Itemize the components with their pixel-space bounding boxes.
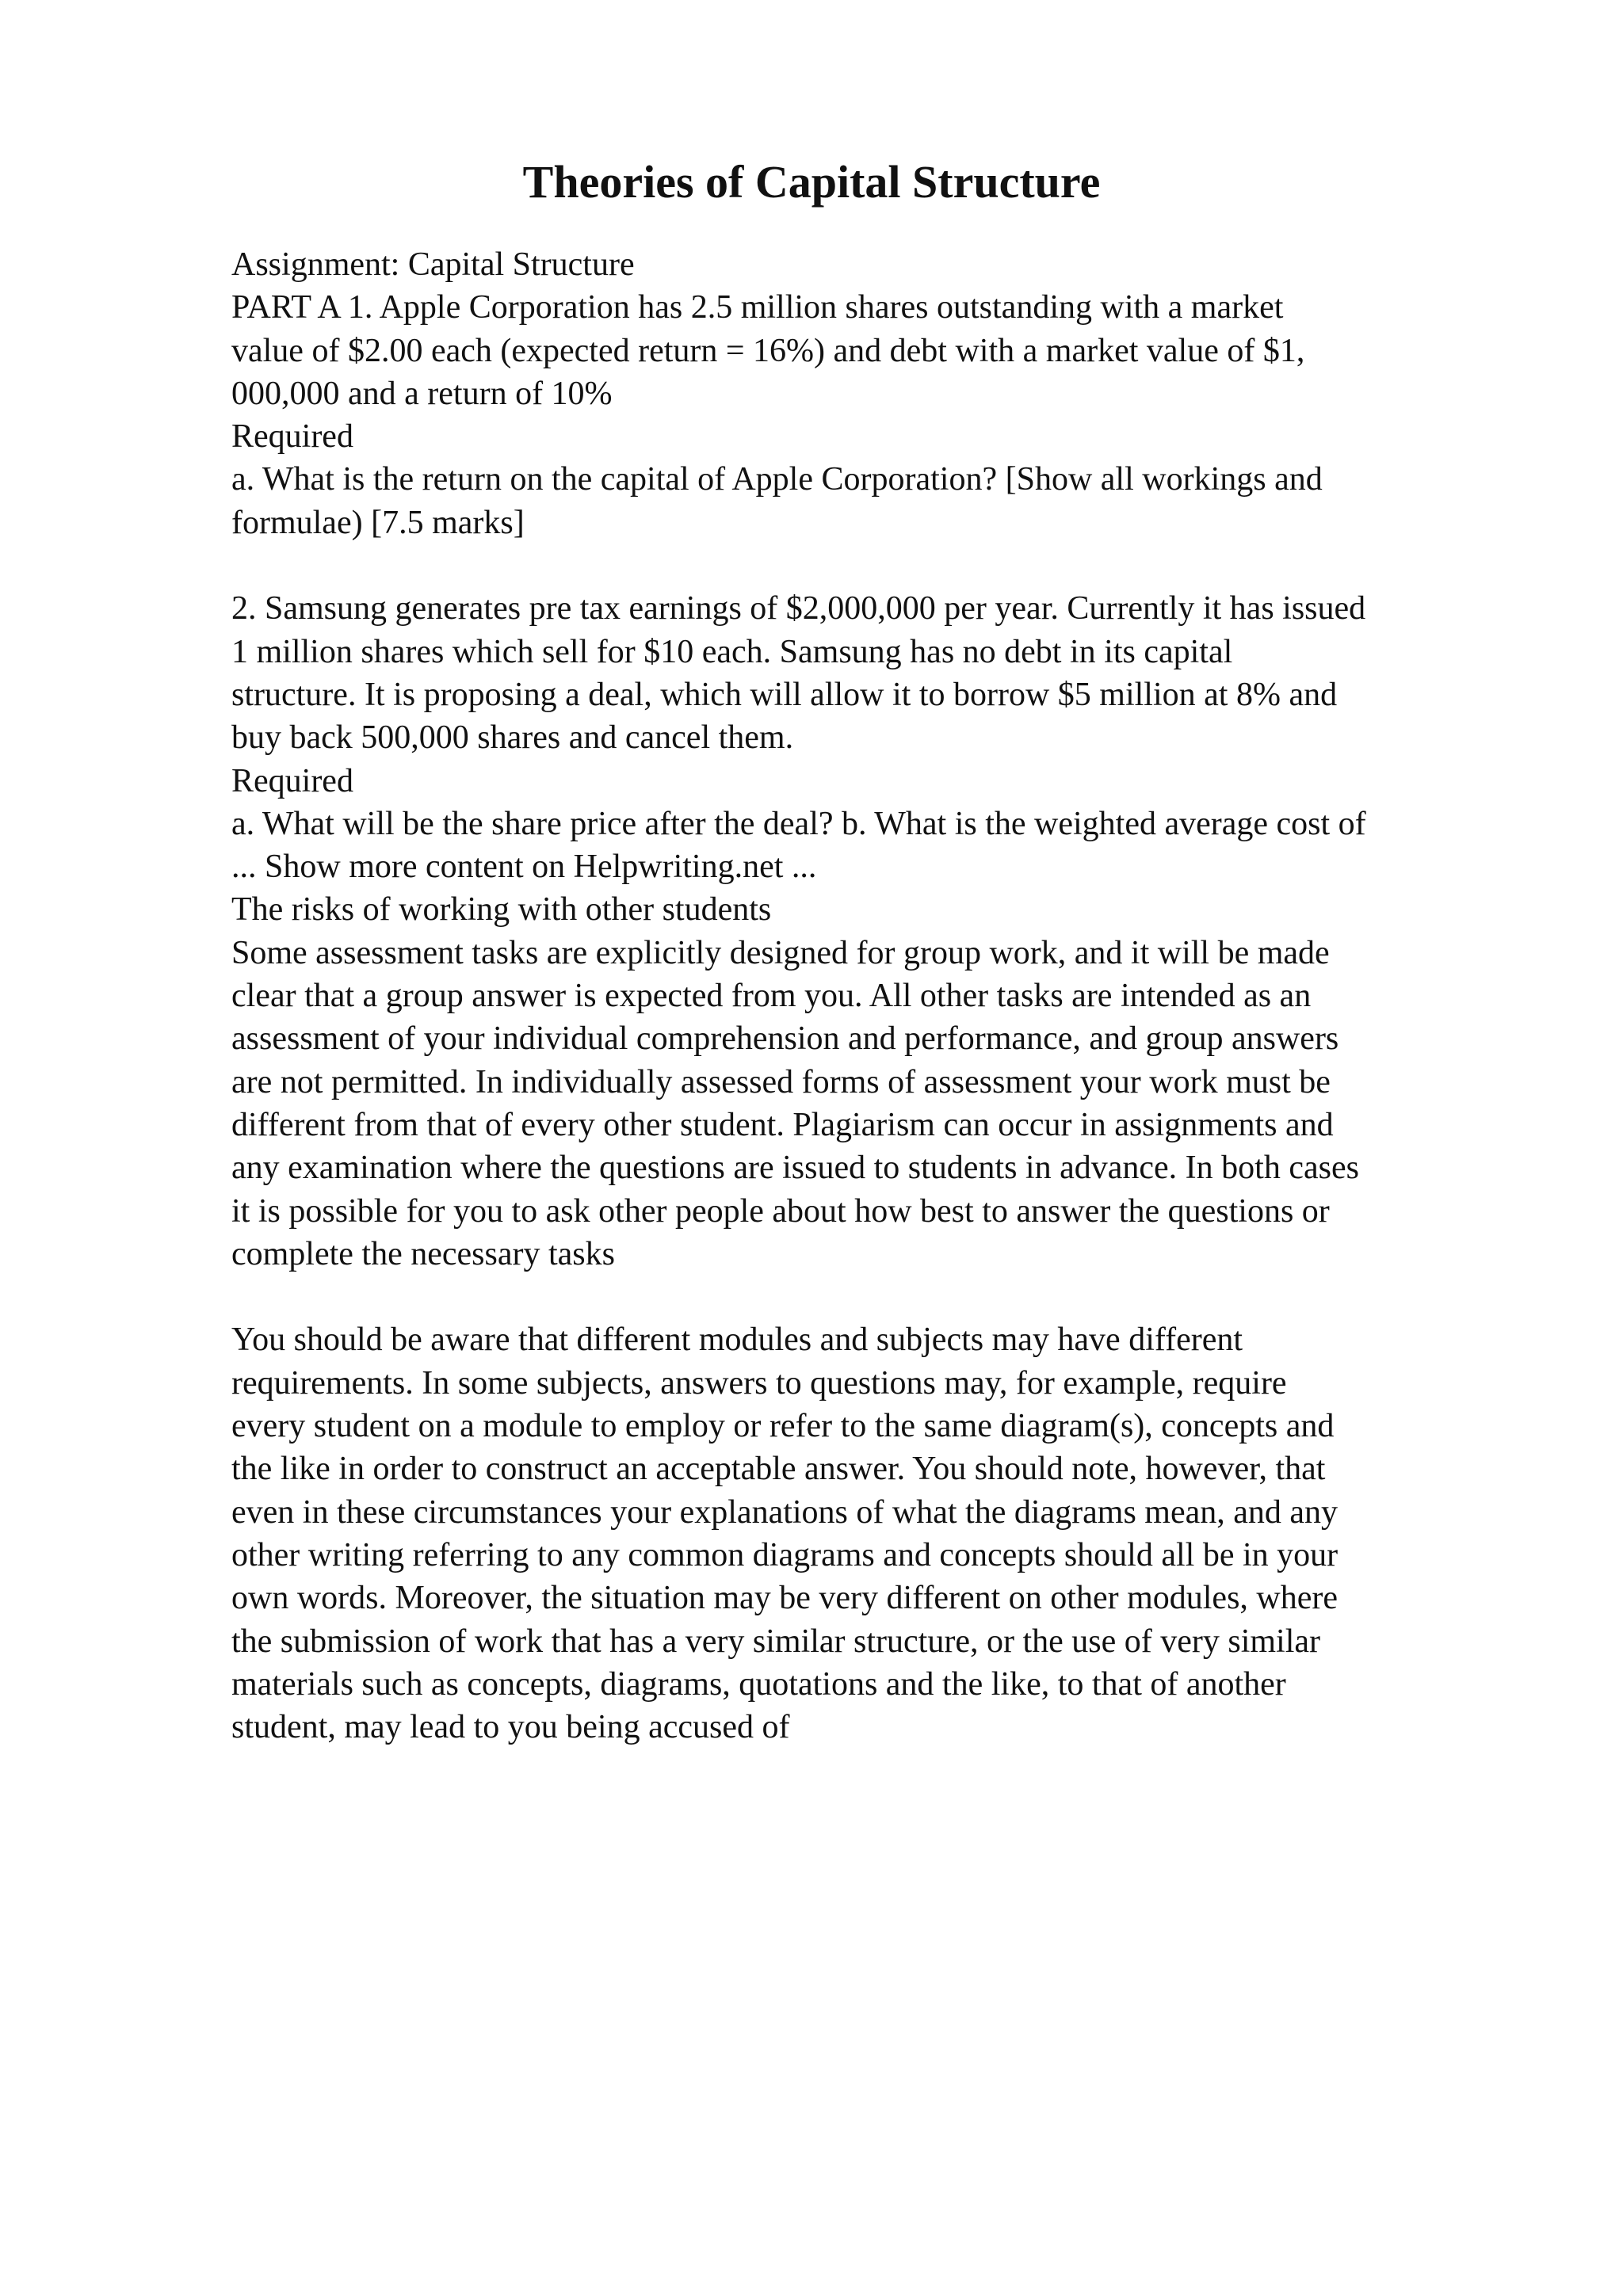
text-line: any examination where the questions are issued to students in advance. In both cases bbox=[231, 1150, 1359, 1187]
text-line: ... Show more content on Helpwriting.net ... bbox=[231, 849, 817, 886]
text-line: the submission of work that has a very similar structure, or the use of very similar bbox=[231, 1623, 1321, 1660]
text-line: other writing referring to any common diagrams and concepts should all be in your bbox=[231, 1536, 1338, 1573]
text-line: value of $2.00 each (expected return = 16%) and debt with a market value of $1, bbox=[231, 332, 1305, 369]
text-line: Required bbox=[231, 418, 353, 456]
text-line: buy back 500,000 shares and cancel them. bbox=[231, 719, 794, 757]
text-line: 1 million shares which sell for $10 each. Samsung has no debt in its capital bbox=[231, 633, 1233, 670]
text-line: The risks of working with other students bbox=[231, 891, 772, 929]
blank-line bbox=[231, 544, 1515, 587]
text-line: Required bbox=[231, 762, 353, 799]
blank-line bbox=[231, 1276, 1515, 1318]
text-line: Some assessment tasks are explicitly designed for group work, and it will be made bbox=[231, 934, 1330, 971]
text-line: 000,000 and a return of 10% bbox=[231, 375, 613, 412]
text-line: even in these circumstances your explanations of what the diagrams mean, and any bbox=[231, 1493, 1338, 1531]
text-line: a. What is the return on the capital of Apple Corporation? [Show all workings and bbox=[231, 461, 1323, 498]
text-line: are not permitted. In individually assessed forms of assessment your work must be bbox=[231, 1063, 1331, 1100]
text-line: student, may lead to you being accused of bbox=[231, 1709, 790, 1746]
document-title: Theories of Capital Structure bbox=[522, 156, 1101, 208]
text-line: the like in order to construct an acceptable answer. You should note, however, that bbox=[231, 1451, 1326, 1488]
text-line: requirements. In some subjects, answers to questions may, for example, require bbox=[231, 1364, 1287, 1402]
text-line: a. What will be the share price after the deal? b. What is the weighted average cost of bbox=[231, 805, 1366, 842]
document-body bbox=[231, 243, 1515, 1749]
text-line: materials such as concepts, diagrams, quotations and the like, to that of another bbox=[231, 1665, 1286, 1703]
text-line: Assignment: Capital Structure bbox=[231, 246, 635, 283]
text-line: different from that of every other student. Plagiarism can occur in assignments and bbox=[231, 1106, 1334, 1143]
text-line: own words. Moreover, the situation may be very different on other modules, where bbox=[231, 1580, 1338, 1617]
text-line: structure. It is proposing a deal, which will allow it to borrow $5 million at 8% and bbox=[231, 676, 1338, 713]
text-line: every student on a module to employ or refer to the same diagram(s), concepts and bbox=[231, 1408, 1335, 1445]
text-line: clear that a group answer is expected from you. All other tasks are intended as an bbox=[231, 978, 1312, 1015]
text-line: it is possible for you to ask other people about how best to answer the questions or bbox=[231, 1192, 1330, 1230]
text-line: assessment of your individual comprehension and performance, and group answers bbox=[231, 1020, 1339, 1058]
text-line: PART A 1. Apple Corporation has 2.5 million shares outstanding with a market bbox=[231, 289, 1284, 326]
text-line: 2. Samsung generates pre tax earnings of $2,000,000 per year. Currently it has issued bbox=[231, 590, 1366, 627]
text-line: complete the necessary tasks bbox=[231, 1235, 615, 1272]
text-line: formulae) [7.5 marks] bbox=[231, 504, 525, 541]
text-line: You should be aware that different modules and subjects may have different bbox=[231, 1322, 1243, 1359]
